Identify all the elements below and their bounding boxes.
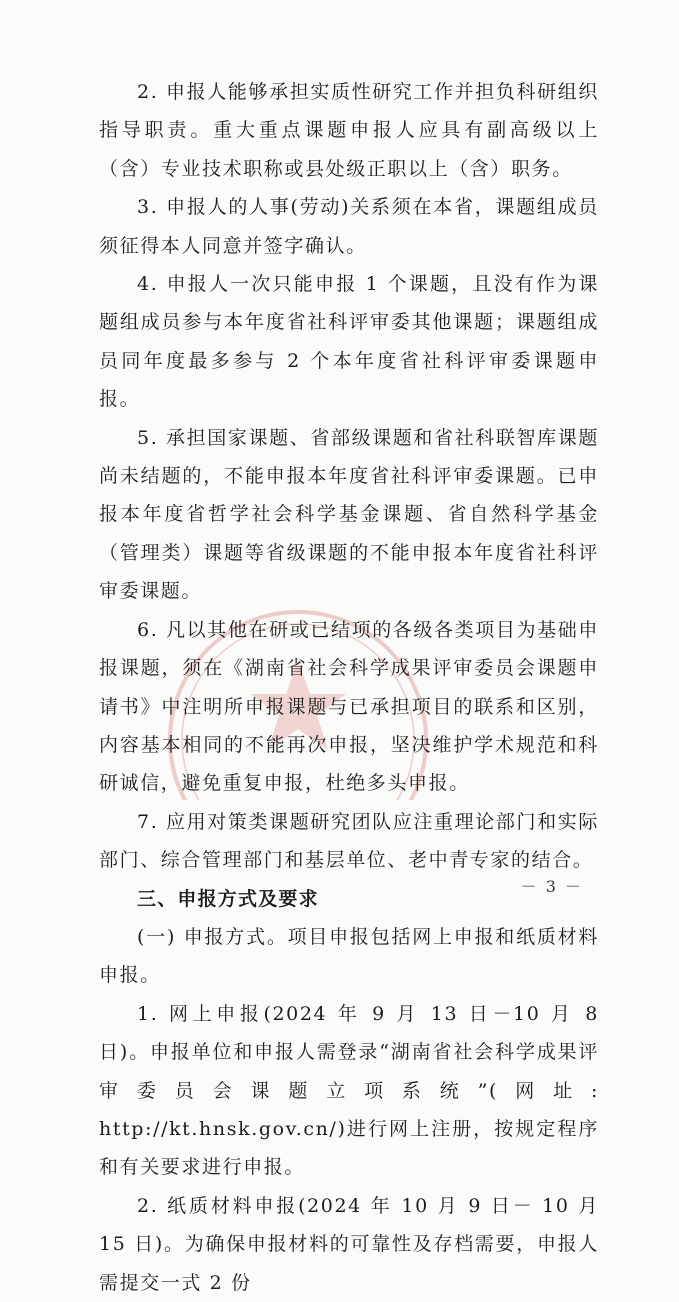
paper-application-paragraph: 2. 纸质材料申报(2024 年 10 月 9 日－ 10 月 15 日)。为确保申报材料的可靠性及存档需要，申报人需提交一式 2 份: [99, 1194, 607, 1294]
application-method-paragraph: (一) 申报方式。项目申报包括网上申报和纸质材料申报。: [99, 925, 599, 987]
requirement-paragraph-7: 7. 应用对策类课题研究团队应注重理论部门和实际部门、综合管理部门和基层单位、老中青专家的结合。: [99, 810, 599, 872]
requirement-paragraph-6: 6. 凡以其他在研或已结项的各级各类项目为基础申报课题，须在《湖南省社会科学成果评审委员会课题申请书》中注明所申报课题与已承担项目的联系和区别，内容基本相同的不能再次申报，坚决维护学术规范和科研诚信，避免重复申报，杜绝多头申报。: [99, 618, 599, 795]
requirement-paragraph-4: 4. 申报人一次只能申报 1 个课题，且没有作为课题组成员参与本年度省社科评审委其他课题；课题组成员同年度最多参与 2 个本年度省社科评审委课题申报。: [99, 273, 599, 411]
page-number: － 3 －: [520, 877, 583, 896]
requirement-paragraph-3: 3. 申报人的人事(劳动)关系须在本省，课题组成员须征得本人同意并签字确认。: [99, 196, 599, 257]
requirement-paragraph-2: 2. 申报人能够承担实质性研究工作并担负科研组织指导职责。重大重点课题申报人应具有副高级以上（含）专业技术职称或县处级正职以上（含）职务。: [99, 81, 599, 180]
online-application-paragraph: 1. 网上申报(2024 年 9 月 13 日－10 月 8 日)。申报单位和申报人需登录“湖南省社会科学成果评审委员会课题立项系统”(网址: http://kt.hnsk.gov.cn/)进行网上注册，按规定程序和有关要求进行申报。: [99, 1002, 607, 1179]
document-body: [99, 73, 607, 1302]
requirement-paragraph-5: 5. 承担国家课题、省部级课题和省社科联智库课题尚未结题的，不能申报本年度省社科评审委课题。已申报本年度省哲学社会科学基金课题、省自然科学基金（管理类）课题等省级课题的不能申报本年度省社科评审委课题。: [99, 426, 599, 603]
section-heading: 三、申报方式及要求: [137, 887, 319, 910]
